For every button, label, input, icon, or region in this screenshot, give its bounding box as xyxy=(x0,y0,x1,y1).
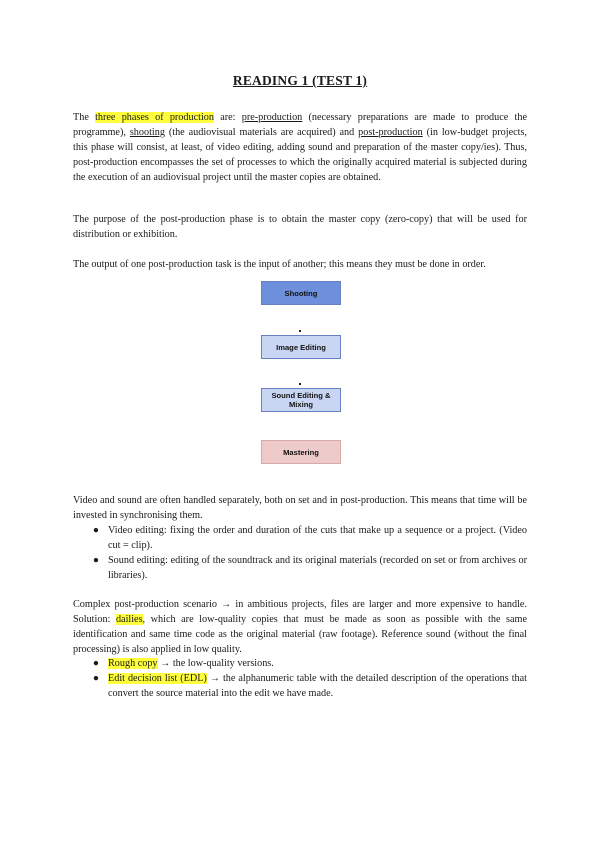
paragraph-purpose: The purpose of the post-production phase is to obtain the master copy (zero-copy) that will be used for distribution or exhibition. xyxy=(73,214,527,240)
text: are: xyxy=(213,112,242,123)
flow-step-mastering: Mastering xyxy=(261,440,341,464)
flow-step-image-editing: Image Editing xyxy=(261,335,341,359)
paragraph-complex-scenario xyxy=(73,597,527,657)
flow-step-shooting: Shooting xyxy=(261,281,341,305)
paragraph-phases xyxy=(73,110,527,185)
flow-connector xyxy=(299,330,301,332)
bullet-list-editing xyxy=(90,523,527,583)
paragraph-video-sound: Video and sound are often handled separately, both on set and in post-production. This means that time will be invested in synchronising them. xyxy=(73,495,527,521)
bullet-icon: ● xyxy=(92,525,100,536)
text: , which are low-quality copies that must be made as soon as possible with the same identification and same time code as the original material (raw footage). Reference sound (without the final processing) is also applied in low quality. xyxy=(73,614,527,655)
list-item-text: Sound editing: editing of the soundtrack and its original materials (recorded on set or from archives or libraries). xyxy=(108,555,527,581)
list-item xyxy=(90,553,527,583)
highlight-three-phases: three phases of production xyxy=(95,112,214,123)
highlight-rough-copy: Rough copy xyxy=(108,658,158,669)
list-item xyxy=(90,523,527,553)
list-item-text: → the alphanumeric table with the detailed description of the operations that convert the source material into the edit we have made. xyxy=(108,673,527,699)
bullet-list-copies xyxy=(90,656,527,701)
flow-connector xyxy=(299,383,301,385)
list-item xyxy=(90,656,527,671)
text: (necessary preparations are made to produce the programme), xyxy=(73,112,527,138)
paragraph-output: The output of one post-production task is the input of another; this means they must be done in order. xyxy=(73,259,486,270)
text: Complex post-production scenario → in ambitious projects, files are larger and more expensive to handle. Solution: xyxy=(73,599,527,625)
bullet-icon: ● xyxy=(92,658,100,669)
list-item xyxy=(90,671,527,701)
flow-step-sound-editing: Sound Editing & Mixing xyxy=(261,388,341,412)
underline-pre-production: pre-production xyxy=(241,112,303,123)
text: (in low-budget projects, this phase will consist, at least, of video editing, adding sound and preparation of the master copy/ies). Thus, post-production encompasses the set of processes to which the originally acquired material is subjected during the execution of an audiovisual project until the master copies are obtained. xyxy=(73,127,527,183)
text: The xyxy=(73,112,96,123)
page-title: READING 1 (TEST 1) xyxy=(232,73,368,88)
underline-shooting: shooting xyxy=(129,127,165,138)
list-item-text: → the low-quality versions. xyxy=(157,658,274,669)
highlight-edl: Edit decision list (EDL) xyxy=(108,673,207,684)
list-item-text: Video editing: fixing the order and duration of the cuts that make up a sequence or a project. (Video cut = clip). xyxy=(108,525,527,551)
text: (the audiovisual materials are acquired) and xyxy=(164,127,359,138)
bullet-icon: ● xyxy=(92,673,100,684)
bullet-icon: ● xyxy=(92,555,100,566)
underline-post-production: post-production xyxy=(358,127,423,138)
highlight-dailies: dailies xyxy=(115,614,143,625)
